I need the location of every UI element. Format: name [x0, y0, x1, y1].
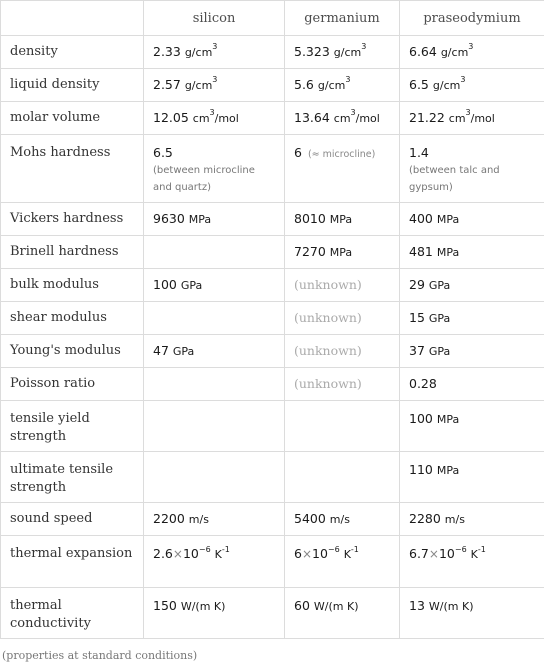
row-shear-modulus — [1, 302, 544, 335]
unknown-value: (unknown) — [294, 343, 362, 358]
cell-silicon: 2200 m/s — [144, 503, 285, 536]
row-youngs-modulus — [1, 335, 544, 368]
cell-praseodymium: 100 MPa — [400, 401, 544, 452]
row-vickers-hardness — [1, 203, 544, 236]
cell-silicon: 12.05 $cm^3$/mol — [144, 102, 285, 135]
row-label: Poisson ratio — [1, 368, 144, 401]
cell-silicon — [144, 401, 285, 452]
cell-germanium: 5.323 $g/cm^3$ — [285, 36, 400, 69]
row-sound-speed — [1, 503, 544, 536]
cell-praseodymium: 6.5 $g/cm^3$ — [400, 69, 544, 102]
cell-silicon: 150 W/(m K) — [144, 588, 285, 639]
row-label: Mohs hardness — [1, 135, 144, 203]
row-mohs-hardness — [1, 135, 544, 203]
unknown-value: (unknown) — [294, 376, 362, 391]
row-label: Young's modulus — [1, 335, 144, 368]
cell-praseodymium: 1.4 (between talc and gypsum) — [400, 135, 544, 203]
row-label: tensile yield strength — [1, 401, 144, 452]
row-label: liquid density — [1, 69, 144, 102]
cell-germanium: 5400 m/s — [285, 503, 400, 536]
cell-silicon — [144, 368, 285, 401]
row-liquid-density — [1, 69, 544, 102]
cell-germanium: $6\times 10^{-6}$ $K^{-1}$ — [285, 536, 400, 588]
row-label: thermal expansion — [1, 536, 144, 588]
row-brinell-hardness — [1, 236, 544, 269]
footnote: (properties at standard conditions) — [2, 649, 198, 662]
cell-silicon: 2.33 $g/cm^3$ — [144, 36, 285, 69]
row-bulk-modulus — [1, 269, 544, 302]
cell-silicon: 47 GPa — [144, 335, 285, 368]
row-label: ultimate tensile strength — [1, 452, 144, 503]
row-density — [1, 36, 544, 69]
cell-praseodymium: 110 MPa — [400, 452, 544, 503]
row-tensile-yield-strength — [1, 401, 544, 452]
cell-germanium — [285, 401, 400, 452]
row-label: shear modulus — [1, 302, 144, 335]
row-label: sound speed — [1, 503, 144, 536]
cell-germanium: 6 (≈ microcline) — [285, 135, 400, 203]
corner-cell — [1, 1, 144, 36]
row-label: Vickers hardness — [1, 203, 144, 236]
cell-germanium: 7270 MPa — [285, 236, 400, 269]
cell-praseodymium: 13 W/(m K) — [400, 588, 544, 639]
unknown-value: (unknown) — [294, 277, 362, 292]
cell-silicon: 2.57 $g/cm^3$ — [144, 69, 285, 102]
cell-praseodymium: 6.64 $g/cm^3$ — [400, 36, 544, 69]
cell-silicon — [144, 236, 285, 269]
cell-germanium — [285, 302, 400, 335]
cell-praseodymium: $6.7\times 10^{-6}$ $K^{-1}$ — [400, 536, 544, 588]
cell-praseodymium: 21.22 $cm^3$/mol — [400, 102, 544, 135]
cell-germanium: 13.64 $cm^3$/mol — [285, 102, 400, 135]
col-header-praseodymium: praseodymium — [400, 1, 544, 36]
row-label: bulk modulus — [1, 269, 144, 302]
row-label: molar volume — [1, 102, 144, 135]
cell-silicon: $2.6\times 10^{-6}$ $K^{-1}$ — [144, 536, 285, 588]
row-label: density — [1, 36, 144, 69]
unknown-value: (unknown) — [294, 310, 362, 325]
row-molar-volume — [1, 102, 544, 135]
cell-germanium: 8010 MPa — [285, 203, 400, 236]
cell-praseodymium: 481 MPa — [400, 236, 544, 269]
cell-praseodymium: 37 GPa — [400, 335, 544, 368]
cell-germanium — [285, 269, 400, 302]
col-header-silicon: silicon — [144, 1, 285, 36]
cell-silicon: 6.5 (between microcline and quartz) — [144, 135, 285, 203]
row-thermal-conductivity — [1, 588, 544, 639]
cell-silicon — [144, 452, 285, 503]
col-header-germanium: germanium — [285, 1, 400, 36]
row-poisson-ratio — [1, 368, 544, 401]
cell-praseodymium: 15 GPa — [400, 302, 544, 335]
cell-germanium — [285, 452, 400, 503]
cell-germanium — [285, 368, 400, 401]
row-ultimate-tensile-strength — [1, 452, 544, 503]
cell-silicon: 100 GPa — [144, 269, 285, 302]
cell-praseodymium: 2280 m/s — [400, 503, 544, 536]
row-label: thermal conductivity — [1, 588, 144, 639]
cell-praseodymium: 400 MPa — [400, 203, 544, 236]
row-thermal-expansion — [1, 536, 544, 588]
cell-germanium — [285, 335, 400, 368]
cell-germanium: 5.6 $g/cm^3$ — [285, 69, 400, 102]
cell-silicon: 9630 MPa — [144, 203, 285, 236]
row-label: Brinell hardness — [1, 236, 144, 269]
cell-germanium: 60 W/(m K) — [285, 588, 400, 639]
header-row — [1, 1, 544, 36]
cell-silicon — [144, 302, 285, 335]
cell-praseodymium: 0.28 — [400, 368, 544, 401]
cell-praseodymium: 29 GPa — [400, 269, 544, 302]
